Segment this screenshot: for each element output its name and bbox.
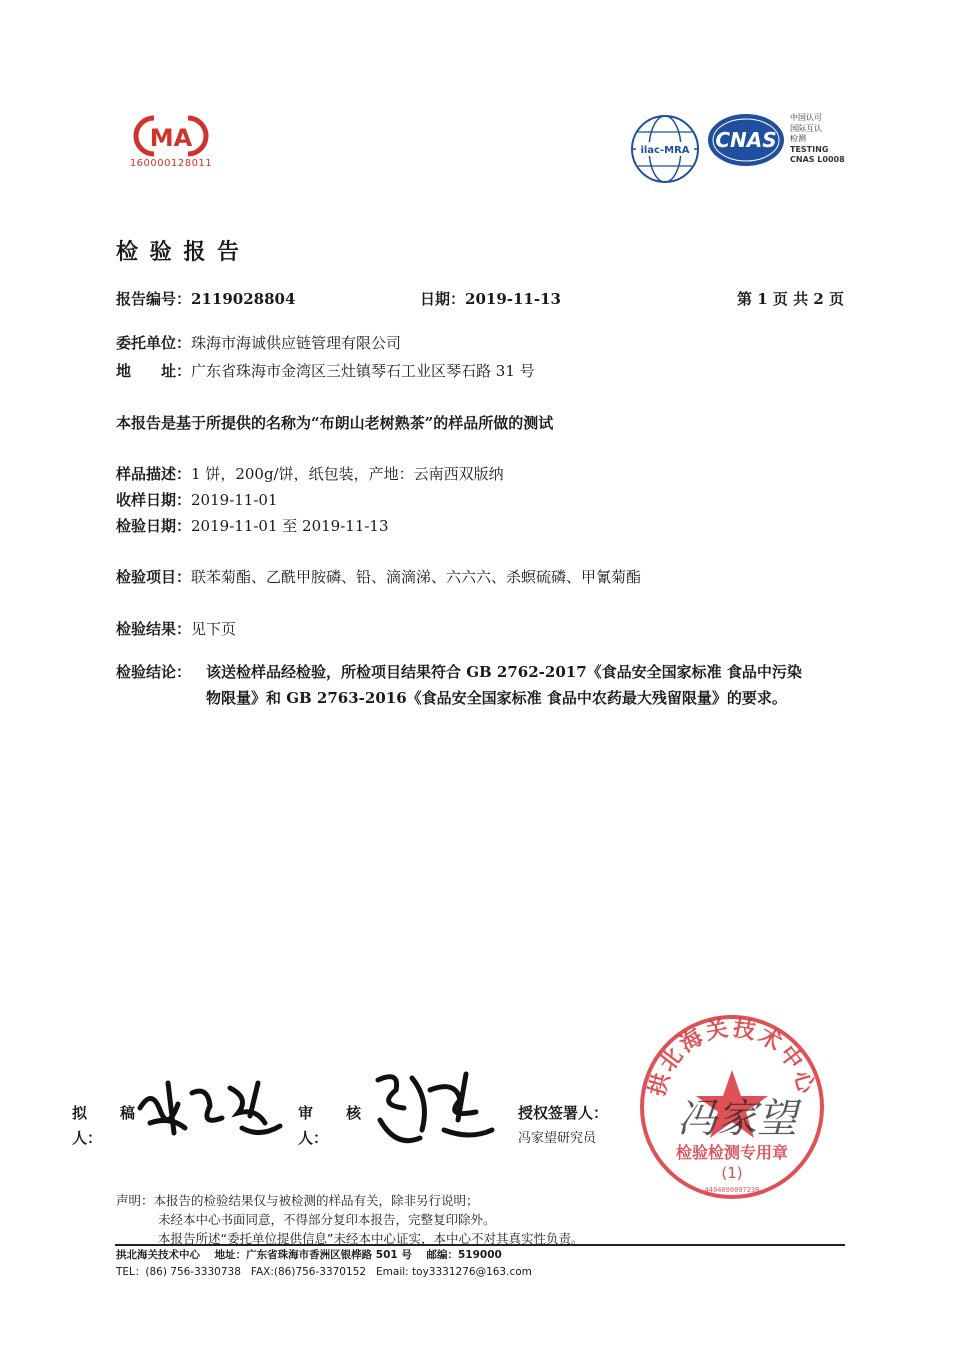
- handwritten-signature-icon: [360, 1060, 500, 1150]
- sample-received-label: 收样日期：: [116, 491, 192, 509]
- official-seal: [637, 1012, 827, 1202]
- test-date-label: 检验日期：: [116, 517, 192, 535]
- cnas-caption-line: 国际互认: [790, 123, 822, 133]
- client-address: [116, 360, 535, 381]
- report-number-value: 2119028804: [191, 290, 296, 308]
- page-title: 检 验 报 告: [116, 240, 241, 265]
- reviewer-label-suffix: 人：: [298, 1129, 329, 1147]
- authorized-signer-label: 授权签署人：: [518, 1104, 609, 1122]
- client-address-value: 广东省珠海市金湾区三灶镇琴石工业区琴石路 31 号: [191, 362, 535, 380]
- reviewer-label: 审 核: [298, 1104, 363, 1122]
- svg-text:ilac-MRA: ilac-MRA: [640, 145, 690, 156]
- report-date: [420, 288, 561, 309]
- cnas-caption-line: CNAS L0008: [790, 155, 845, 164]
- test-date: [116, 515, 389, 536]
- ilac-mra-logo: [628, 112, 702, 186]
- cnas-caption-line: 中国认可: [790, 113, 822, 122]
- svg-text:冯家望: 冯家望: [677, 1096, 797, 1142]
- cnas-caption: [790, 113, 845, 166]
- svg-text:检验检测专用章: 检验检测专用章: [675, 1143, 789, 1162]
- client-unit-value: 珠海市海诚供应链管理有限公司: [191, 334, 402, 352]
- authorized-signer-name: 冯家望研究员: [518, 1131, 597, 1146]
- test-result-value: 见下页: [191, 620, 237, 638]
- conclusion-line: 该送检样品经检验，所检项目结果符合 GB 2762-2017《食品安全国家标准 食品中污染: [206, 663, 802, 681]
- report-date-label: 日期：: [420, 290, 466, 308]
- footer-address: 拱北海关技术中心 地址：广东省珠海市香洲区银桦路 501 号 邮编：519000: [116, 1249, 502, 1261]
- report-statement: 本报告是基于所提供的名称为“布朗山老树熟茶”的样品所做的测试: [116, 414, 554, 432]
- report-date-value: 2019-11-13: [465, 290, 561, 308]
- footer-contact: TEL：(86) 756-3330738 FAX:(86)756-3370152 Email: toy3331276@163.com: [116, 1266, 532, 1278]
- test-items-label: 检验项目：: [116, 568, 192, 586]
- cnas-emblem-icon: [706, 112, 786, 168]
- test-result: [116, 618, 236, 639]
- report-number-label: 报告编号：: [116, 290, 192, 308]
- client-unit-label: 委托单位：: [116, 334, 192, 352]
- test-result-label: 检验结果：: [116, 620, 192, 638]
- test-date-value: 2019-11-01 至 2019-11-13: [191, 517, 389, 535]
- svg-text:拱北海关技术中心: 拱北海关技术中心: [644, 1016, 820, 1099]
- conclusion-label: 检验结论：: [116, 663, 192, 681]
- cnas-caption-line: 检测: [790, 134, 806, 143]
- sample-description: [116, 463, 504, 484]
- drafter-label-suffix: 人：: [72, 1129, 103, 1147]
- footer-divider: [115, 1244, 845, 1246]
- sample-received-date: [116, 489, 278, 510]
- ma-number: 160000128011: [129, 158, 213, 169]
- svg-text:4404090007238: 4404090007238: [704, 1186, 760, 1194]
- conclusion-line: 物限量》和 GB 2763-2016《食品安全国家标准 食品中农药最大残留限量》的要求。: [206, 689, 787, 707]
- test-items: [116, 566, 641, 587]
- client-unit: [116, 332, 401, 353]
- sample-description-label: 样品描述：: [116, 465, 192, 483]
- test-items-value: 联苯菊酯、乙酰甲胺磷、铅、滴滴涕、六六六、杀螟硫磷、甲氰菊酯: [191, 568, 642, 586]
- sample-received-value: 2019-11-01: [191, 491, 278, 509]
- disclaimer-line: 未经本中心书面同意，不得部分复印本报告，完整复印除外。: [158, 1212, 496, 1227]
- report-number: [116, 288, 295, 309]
- drafter-label: 拟 稿: [72, 1104, 137, 1122]
- drafter-signature: [130, 1068, 290, 1148]
- cnas-caption-line: TESTING: [790, 144, 829, 154]
- official-seal-icon: [637, 1012, 827, 1202]
- reviewer-signature: [360, 1060, 500, 1150]
- disclaimer-line: 声明：本报告的检验结果仅与被检测的样品有关，除非另行说明；: [116, 1193, 479, 1208]
- page-info: 第 1 页 共 2 页: [737, 290, 844, 308]
- handwritten-signature-icon: [130, 1068, 290, 1148]
- svg-text:CNAS: CNAS: [715, 128, 777, 152]
- cnas-logo: [706, 112, 786, 168]
- disclaimer-line: 本报告所述“委托单位提供信息”未经本中心证实，本中心不对其真实性负责。: [158, 1231, 584, 1246]
- ilac-globe-icon: [628, 112, 702, 186]
- ma-logo: [126, 112, 216, 174]
- sample-description-value: 1 饼，200g/饼，纸包装，产地：云南西双版纳: [191, 465, 504, 483]
- client-address-label: 地 址：: [116, 362, 192, 380]
- svg-text:(1): (1): [721, 1164, 743, 1182]
- svg-text:MA: MA: [149, 124, 193, 152]
